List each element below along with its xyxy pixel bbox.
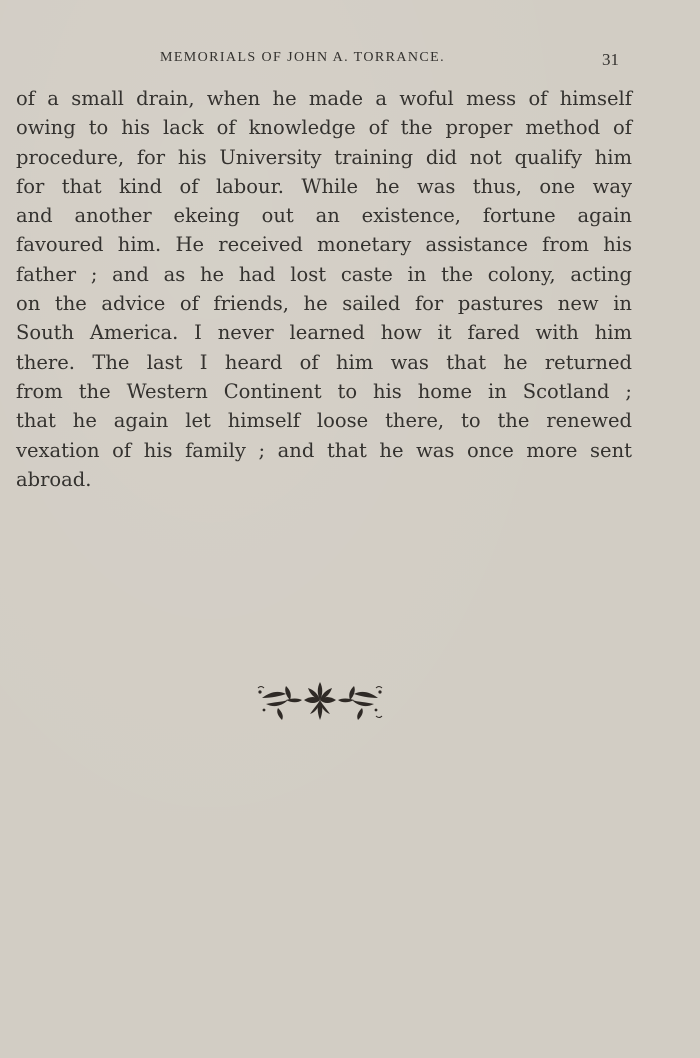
text-line: South America. I never learned how it fared with him <box>16 321 632 345</box>
text-line: for that kind of labour. While he was thus, one way <box>16 174 632 198</box>
running-head <box>0 48 700 72</box>
body-text <box>16 84 632 494</box>
floral-tailpiece-ornament-icon <box>256 678 384 724</box>
text-line: procedure, for his University training did not qualify him <box>16 145 632 169</box>
text-line: favoured him. He received monetary assistance from his <box>16 233 632 257</box>
text-line: of a small drain, when he made a woful mess of himself <box>16 87 632 110</box>
text-line: vexation of his family ; and that he was once more sent <box>16 438 632 462</box>
text-line: owing to his lack of knowledge of the proper method of <box>16 116 632 140</box>
text-line: and another ekeing out an existence, fortune again <box>16 204 632 228</box>
text-line: from the Western Continent to his home in Scotland ; <box>16 379 632 403</box>
text-line: that he again let himself loose there, to the renewed <box>16 409 632 433</box>
text-line: there. The last I heard of him was that he returned <box>16 350 632 374</box>
text-line: father ; and as he had lost caste in the colony, acting <box>16 262 632 286</box>
page-number: 31 <box>602 50 619 69</box>
running-title: MEMORIALS OF JOHN A. TORRANCE. <box>160 50 445 65</box>
text-line: on the advice of friends, he sailed for pastures new in <box>16 292 632 316</box>
text-line: abroad. <box>16 467 92 491</box>
